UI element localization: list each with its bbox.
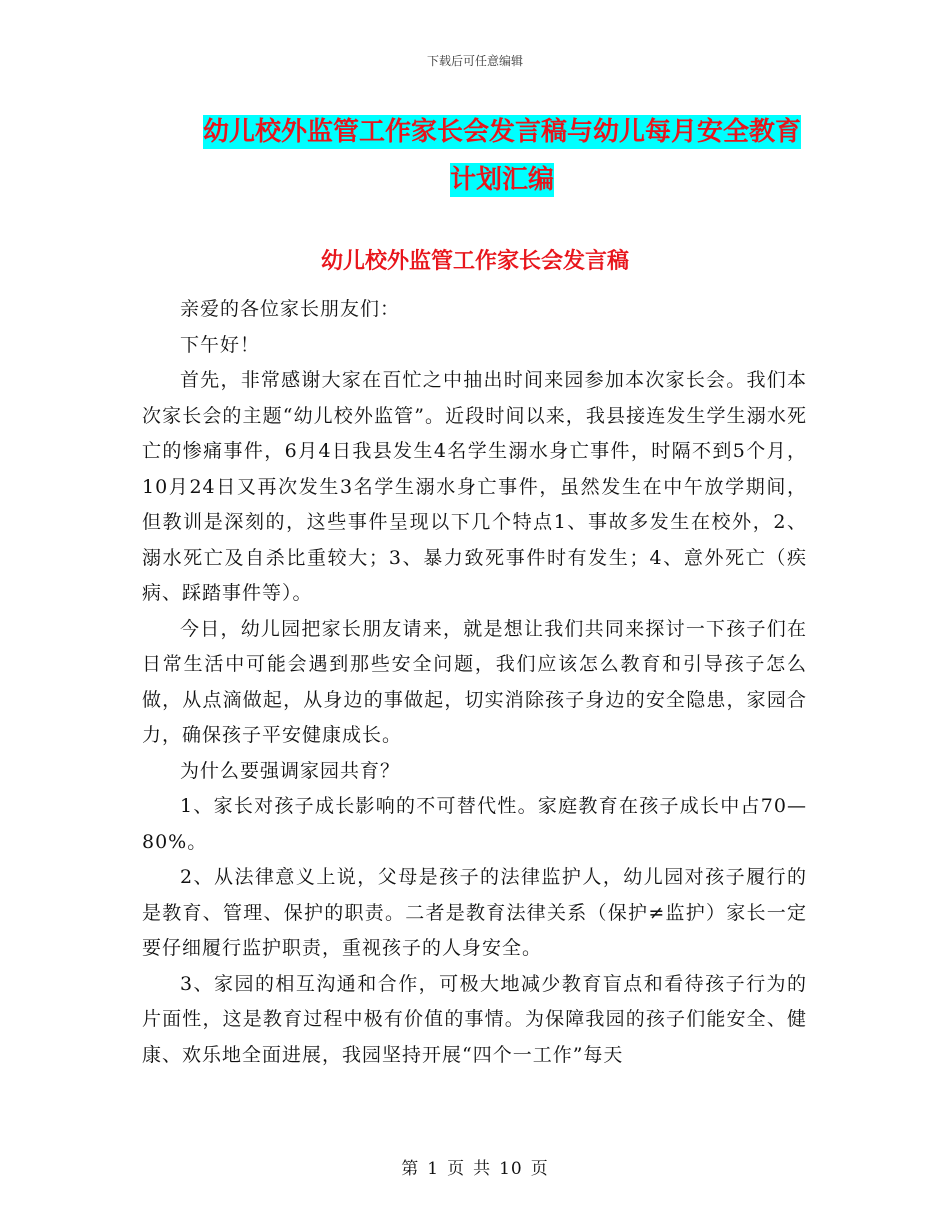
paragraph: 2、从法律意义上说，父母是孩子的法律监护人，幼儿园对孩子履行的是教育、管理、保护的职责。二者是教育法律关系（保护≠监护）家长一定要仔细履行监护职责，重视孩子的人身安全。 (142, 866, 807, 959)
section-title: 幼儿校外监管工作家长会发言稿 (320, 249, 629, 274)
header-note: 下载后可任意编辑 (426, 54, 523, 68)
paragraph: 首先，非常感谢大家在百忙之中抽出时间来园参加本次家长会。我们本次家长会的主题“幼儿校外监管”。近段时间以来，我县接连发生学生溺水死亡的惨痛事件，6月4日我县发生4名学生溺水身亡事件，时隔不到5个月，10月24日又再次发生3名学生溺水身亡事件，虽然发生在中午放学期间，但教训是深刻的，这些事件呈现以下几个特点1、事故多发生在校外，2、溺水死亡及自杀比重较大；3、暴力致死事件时有发生；4、意外死亡（疾病、踩踏事件等）。 (142, 369, 807, 604)
paragraph: 1、家长对孩子成长影响的不可替代性。家庭教育在孩子成长中占70—80%。 (142, 795, 807, 853)
paragraph-greeting: 亲爱的各位家长朋友们： (180, 298, 401, 320)
document-title (192, 108, 812, 204)
paragraph-question: 为什么要强调家园共育？ (180, 759, 401, 782)
document-title-text: 幼儿校外监管工作家长会发言稿与幼儿每月安全教育计划汇编 (202, 117, 801, 195)
footer-page-unit: 页 (447, 1159, 466, 1179)
footer-total-label: 共 (473, 1159, 492, 1179)
footer-total-pages: 10 (499, 1159, 523, 1179)
paragraph: 3、家园的相互沟通和合作，可极大地减少教育盲点和看待孩子行为的片面性，这是教育过程中极有价值的事情。为保障我园的孩子们能安全、健康、欢乐地全面进展，我园坚持开展“四个一工作”每天 (142, 972, 807, 1066)
footer-total-unit: 页 (530, 1159, 549, 1179)
footer-page-number: 1 (427, 1159, 440, 1179)
paragraph: 今日，幼儿园把家长朋友请来，就是想让我们共同来探讨一下孩子们在日常生活中可能会遇到那些安全问题，我们应该怎么教育和引导孩子怎么做，从点滴做起，从身边的事做起，切实消除孩子身边的安全隐患，家园合力，确保孩子平安健康成长。 (142, 617, 807, 746)
document-body (142, 292, 807, 1073)
paragraph-salutation: 下午好！ (180, 333, 261, 356)
page-footer (0, 1154, 950, 1179)
footer-page-label: 第 (401, 1159, 420, 1179)
